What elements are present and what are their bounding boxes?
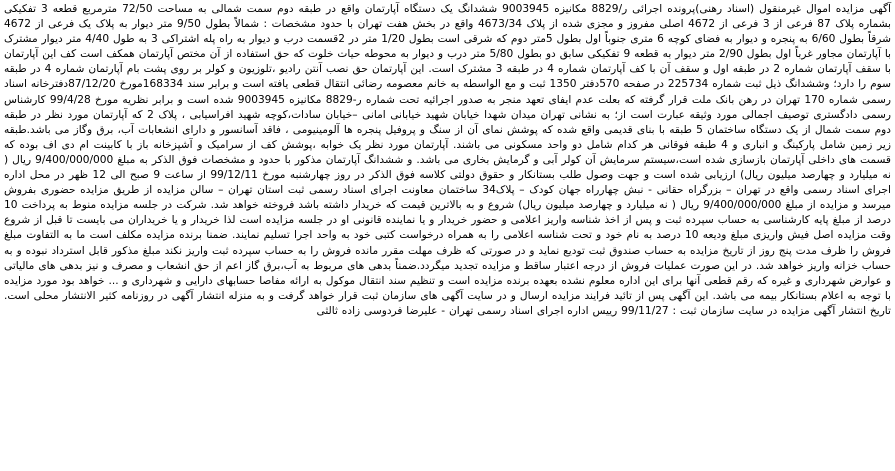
auction-notice bbox=[4, 2, 891, 469]
notice-body: آگهی مزایده اموال غیرمنقول (اسناد رهنی)پرونده اجرائی ر/8829 مکانیزه 9003945 ششدانگ یک دستگاه آپارتمان واقع در طبقه دوم سمت شمالی به مساحت 72/50 مترمربع قطعه 3 تفکیکی بشماره پلاک 87 فرعی از 3 فرعی از 4672 اصلی مفروز و مجزی شده از پلاک 4673/34 واقع در بخش هفت تهران با حدود مشخصات : شمالاً بطول 9/50 متر دیوار به پلاک یک فرعی از 4672 شرقاً بطول 6/60 به پنجره و دیوار به فضای کوچه 6 متری جنوباً اول بطول 5متر دوم که شرقی است بطول 1/20 متر در 2قسمت درب و دیوار به راه پله اشتراکی 3 به طول 4/40 متر دیوار مشترک با آپارتمان مجاور غرباً اول بطول 2/90 متر دیوار به قطعه 9 تفکیکی سابق دو بطول 5/80 متر درب و دیوار به محوطه حیات خلوت که حق استفاده از آن مختص آپارتمان همکف است کف این آپارتمان با سقف آپارتمان شماره 2 در طبقه اول و سقف آن با کف آپارتمان شماره 4 در طبقه 3 مشترک است. این آپارتمان حق نصب آنتن رادیو ،تلوزیون و کولر بر روی پشت بام آپارتمان شماره 4 در طبقه سوم را دارد؛ وششدانگ ذیل ثبت شماره 225734 در صفحه 570دفتر 1350 ثبت و مع الواسطه به خانم معصومه رضائی انتقال قطعی یافته است و برابر سند 168334مورخ 87/12/20دفترخانه اسناد رسمی شماره 170 تهران در رهن بانک ملت قرار گرفته که بعلت عدم ایفای تعهد منجر به صدور اجرائیه تحت شماره ر-8829 مکانیزه 9003945 شده است و برابر نظریه مورخ 99/4/28 کارشناس رسمی دادگستری توصیف اجمالی مورد وثیقه عبارت است از؛ به نشانی تهران میدان شهدا خیابان شهید خیابانی امانی –خیابان سادات،کوچه شهید افراسیابی ، پلاک 2 که آپارتمان مورد نظر در طبقه دوم سمت شمال از یک دستگاه ساختمان 5 طبقه با بنای قدیمی واقع شده که پوشش نمای آن از سنگ و پروفیل پنجره ها آلومینیومی ، فاقد آسانسور و دارای انشعابات آب، برق وگاز می باشد.طبقه زیر زمین شامل پارکینگ و انباری و 4 طبقه فوقانی هر کدام شامل دو واحد مسکونی می باشند. آپارتمان مورد نظر یک خوابه ،پوشش کف از سرامیک و آشپزخانه باز با کابینت ام دی اف بوده که قسمت های داخلی آپارتمان بازسازی شده است،سیستم سرمایش آن کولر آبی و گرمایش بخاری می باشد. و ششدانگ آپارتمان مذکور با حدود و مشخصات فوق الذکر به مبلغ 9/400/000/000 ریال ( نه میلیارد و چهارصد میلیون ریال) ارزیابی شده است و جهت وصول طلب بستانکار و حقوق دولتی کلاسه فوق الذکر در روز چهارشنبه مورخ 99/12/11 از ساعت 9 صبح الی 12 ظهر در محل اداره اجرای اسناد رسمی واقع در تهران – بزرگراه حقانی - نبش چهارراه جهان کودک – پلاک34 ساختمان معاونت اجرای اسناد رسمی ثبت استان تهران – سالن مزایده از طریق مزایده حضوری بفروش میرسد و مزایده از مبلغ 9/400/000/000 ریال ( نه میلیارد و چهارصد میلیون ریال) شروع و به بالاترین قیمت که خریدار داشته باشد فروخته خواهد شد. شرکت در جلسه مزایده منوط به پرداخت 10 درصد از مبلغ پایه کارشناسی به حساب سپرده ثبت و پس از اخذ شناسه واریز اعلامی و حضور خریدار و یا نماینده قانونی او در جلسه مزایده است لذا خریدار و یا خریداران می بایست تا قبل از شروع وقت مزایده اصل فیش واریزی مبلغ ودیعه 10 درصد به نام خود و تحت شناسه اعلامی را به همراه درخواست کتبی خود به واحد اجرا تسلیم نمایند. ضمنا برنده مزایده مکلف است ما به التفاوت مبلغ فروش را ظرف مدت پنج روز از تاریخ مزایده به حساب صندوق ثبت تودیع نماید و در صورتی که ظرف مهلت مقرر مانده فروش را به حساب سپرده ثبت واریز نکند مبلغ مذکور قابل استرداد نبوده و به حساب خزانه واریز خواهد شد. در این صورت عملیات فروش از درجه اعتبار ساقط و مزایده تجدید میگردد.ضمناً بدهی های مربوط به آب،برق گاز اعم از حق انشعاب و مصرف و نیز بدهی های مالیاتی و عوارض شهرداری و غیره که رقم قطعی آنها برای این اداره معلوم نشده بعهده برنده مزایده است و تنظیم سند انتقال موکول به ارائه مفاصا حسابهای دارایی و شهرداری و ... خواهد بود مورد مزایده با توجه به اعلام بستانکار بیمه می باشد. این آگهی پس از تائید فرایند مزایده ارسال و در سایت آگهی های سازمان ثبت قرار خواهد گرفت و به منزله انتشار آگهی در روزنامه کثیر الانتشار محلی است. تاریخ انتشار آگهی مزایده در سایت سازمان ثبت : 99/11/27 رییس اداره اجرای اسناد رسمی تهران - علیرضا فردوسی زاده ثالثی bbox=[4, 3, 892, 317]
